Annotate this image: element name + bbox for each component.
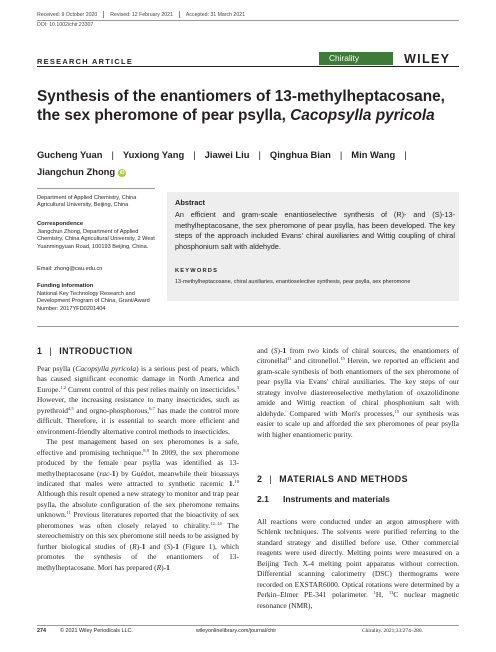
title-species: Cacopsylla pyricola [290,106,435,124]
affiliation: Department of Applied Chemistry, China Agricultural University, Beijing, China [37,195,137,209]
article-title [37,88,467,125]
revised-date: Revised: 12 February 2021 [110,11,173,18]
abstract-heading: Abstract [175,198,205,207]
introduction-text: Pear psylla (Cacopsylla pyricola) is a serious pest of pears, which has caused significant economic damage in North America and Europe.$^{1,2}$ Current control of this pest relies mainly on insecticides.$^3$ However, the increasing resistance to many insecticides, such as pyrethroid$^{4,5}$ and orgno-phosphorous,$^{6,7}$ has made the control more difficult. Therefore, it is essential to search more efficient and environment-friendly alternative control methods to insecticides. The pest management based on sex pheromones is a safe, effective and promising technique.$^{8,9}$ In 2009, the sex pheromone produced by the female pear psylla was identified as 13-methylheptacosane (rac-1) by Guédot, meanwhile their bioassays indicated that males were attracted to synthetic racemic 1.10 Although this result opened a new strategy to monitor and trap pear psylla, the absolute configuration of the sex pheromone remains unknown.$^{11}$ Previous literatures reported that the bioactivity of sex pheromones was often closely relayed to chirality.$^{12-14}$ The stereochemistry on this sex pheromone still needs to be assigned by further biological studies of (R)-1 and (S)-1 (Figure 1), which promotes the synthesis of the enantiomers of 13-methylheptacosane. Mori has prepared (R)-1 [37,364,239,572]
section-number: 1 [37,346,43,356]
title-main: Synthesis of the enantiomers of 13-methylheptacosane, the sex pheromone of pear psylla, [37,88,445,124]
footer-divider [37,625,459,626]
affiliation-divider [37,188,155,189]
copyright: © 2021 Wiley Periodicals LLC. [60,628,133,634]
section-title: MATERIALS AND METHODS [279,474,408,484]
subsection-number: 2.1 [257,494,269,504]
section-number: 2 [257,474,263,484]
doi[interactable]: DOI: 10.1002/chir.23307 [37,22,94,28]
accepted-date: Accepted: 31 March 2021 [185,11,245,18]
article-type: RESEARCH ARTICLE [37,57,134,66]
correspondence-address: Jiangchun Zhong, Department of Applied Chemistry, China Agricultural University, 2 West Yuanmingyuan Road, 100193 Beijing, China. [37,229,155,250]
section-title: INTRODUCTION [59,346,133,356]
author[interactable]: Qinghua Bian [269,149,331,160]
author[interactable]: Jiangchun Zhong [37,166,116,177]
journal-badge: Chirality [319,52,393,65]
author[interactable]: Jiawei Liu [204,149,250,160]
page-number: 274 [37,628,46,634]
subsection-title: Instruments and materials [282,494,390,504]
section-heading-materials: 2 | MATERIALS AND METHODS [257,474,408,484]
funding-text: National Key Technology Research and Development Program of China, Grant/Award Number: 2017YFD0201404 [37,291,150,312]
correspondence-heading: Correspondence [37,221,84,227]
author[interactable]: Yuxiong Yang [122,149,185,160]
introduction-text-continued: and (S)-1 from two kinds of chiral sources, the enantiomers of citronellal$^{11}$ and citronellol.$^{15}$ Herein, we reported an efficient and gram-scale synthesis of both enantiomers of the sex pheromone of pear psylla via Evans' chiral auxiliaries. The key steps of our strategy involve diastereoselective methylation of oxazolidinone amide and Wittig reaction of chiral phosphonium salt with aldehyde. Compared with Mori's processes,$^{15}$ our synthesis was easier to scale up and afforded the sex pheromones of pear psylla with higher enantiomeric purity. [257,346,460,439]
funding-heading: Funding information [37,283,94,289]
journal-url[interactable]: wileyonlinelibrary.com/journal/chir [196,628,277,634]
journal-citation: Chirality. 2021;33:274–280. [362,628,423,634]
keywords-heading: KEYWORDS [175,268,219,274]
abstract-text: An efficient and gram-scale enantioselective synthesis of (R)- and (S)-13-methylheptacosane, the sex pheromone of pear psylla, has been developed. The key steps of the approach included Evans' chiral auxiliaries and Wittig coupling of chiral phosphonium salt with aldehyde. [175,210,455,251]
subsection-heading-instruments [257,494,390,504]
body-divider [37,326,459,327]
received-date: Received: 9 October 2020 [37,11,98,18]
keywords-text: 13-methylheptacosane, chiral auxiliaries, enantioselective synthesis, pear psylla, sex pheromone [175,279,411,285]
materials-text: All reactions were conducted under an argon atmosphere with Schlenk techniques. The solvents were purified referring to the standard strategy and distilled before use. Other commercial reagents were used directly. Melting points were measured on a Beijing Tech X-4 melting point apparatus without correction. Differential scanning calorimetry (DSC) thermograms were recorded on EXSTAR6000. Optical rotations were determined by a Perkin–Elmer PE-341 polarimeter. $^1$H, $^{13}$C nuclear magnetic resonance (NMR), [257,517,459,610]
section-heading-introduction: 1 | INTRODUCTION [37,346,133,356]
publisher-logo: WILEY [404,52,451,66]
orcid-icon[interactable]: iD [119,169,125,176]
top-divider [37,20,459,21]
article-dates [37,11,245,18]
author-list: Gucheng Yuan | Yuxiong Yang | Jiawei Liu | Qinghua Bian | Min Wang | Jiangchun Zhong iD [37,149,407,177]
header-divider [37,66,459,67]
correspondence-email[interactable]: Email: zhong@cau.edu.cn [37,266,103,272]
author[interactable]: Min Wang [351,149,396,160]
author[interactable]: Gucheng Yuan [37,149,103,160]
